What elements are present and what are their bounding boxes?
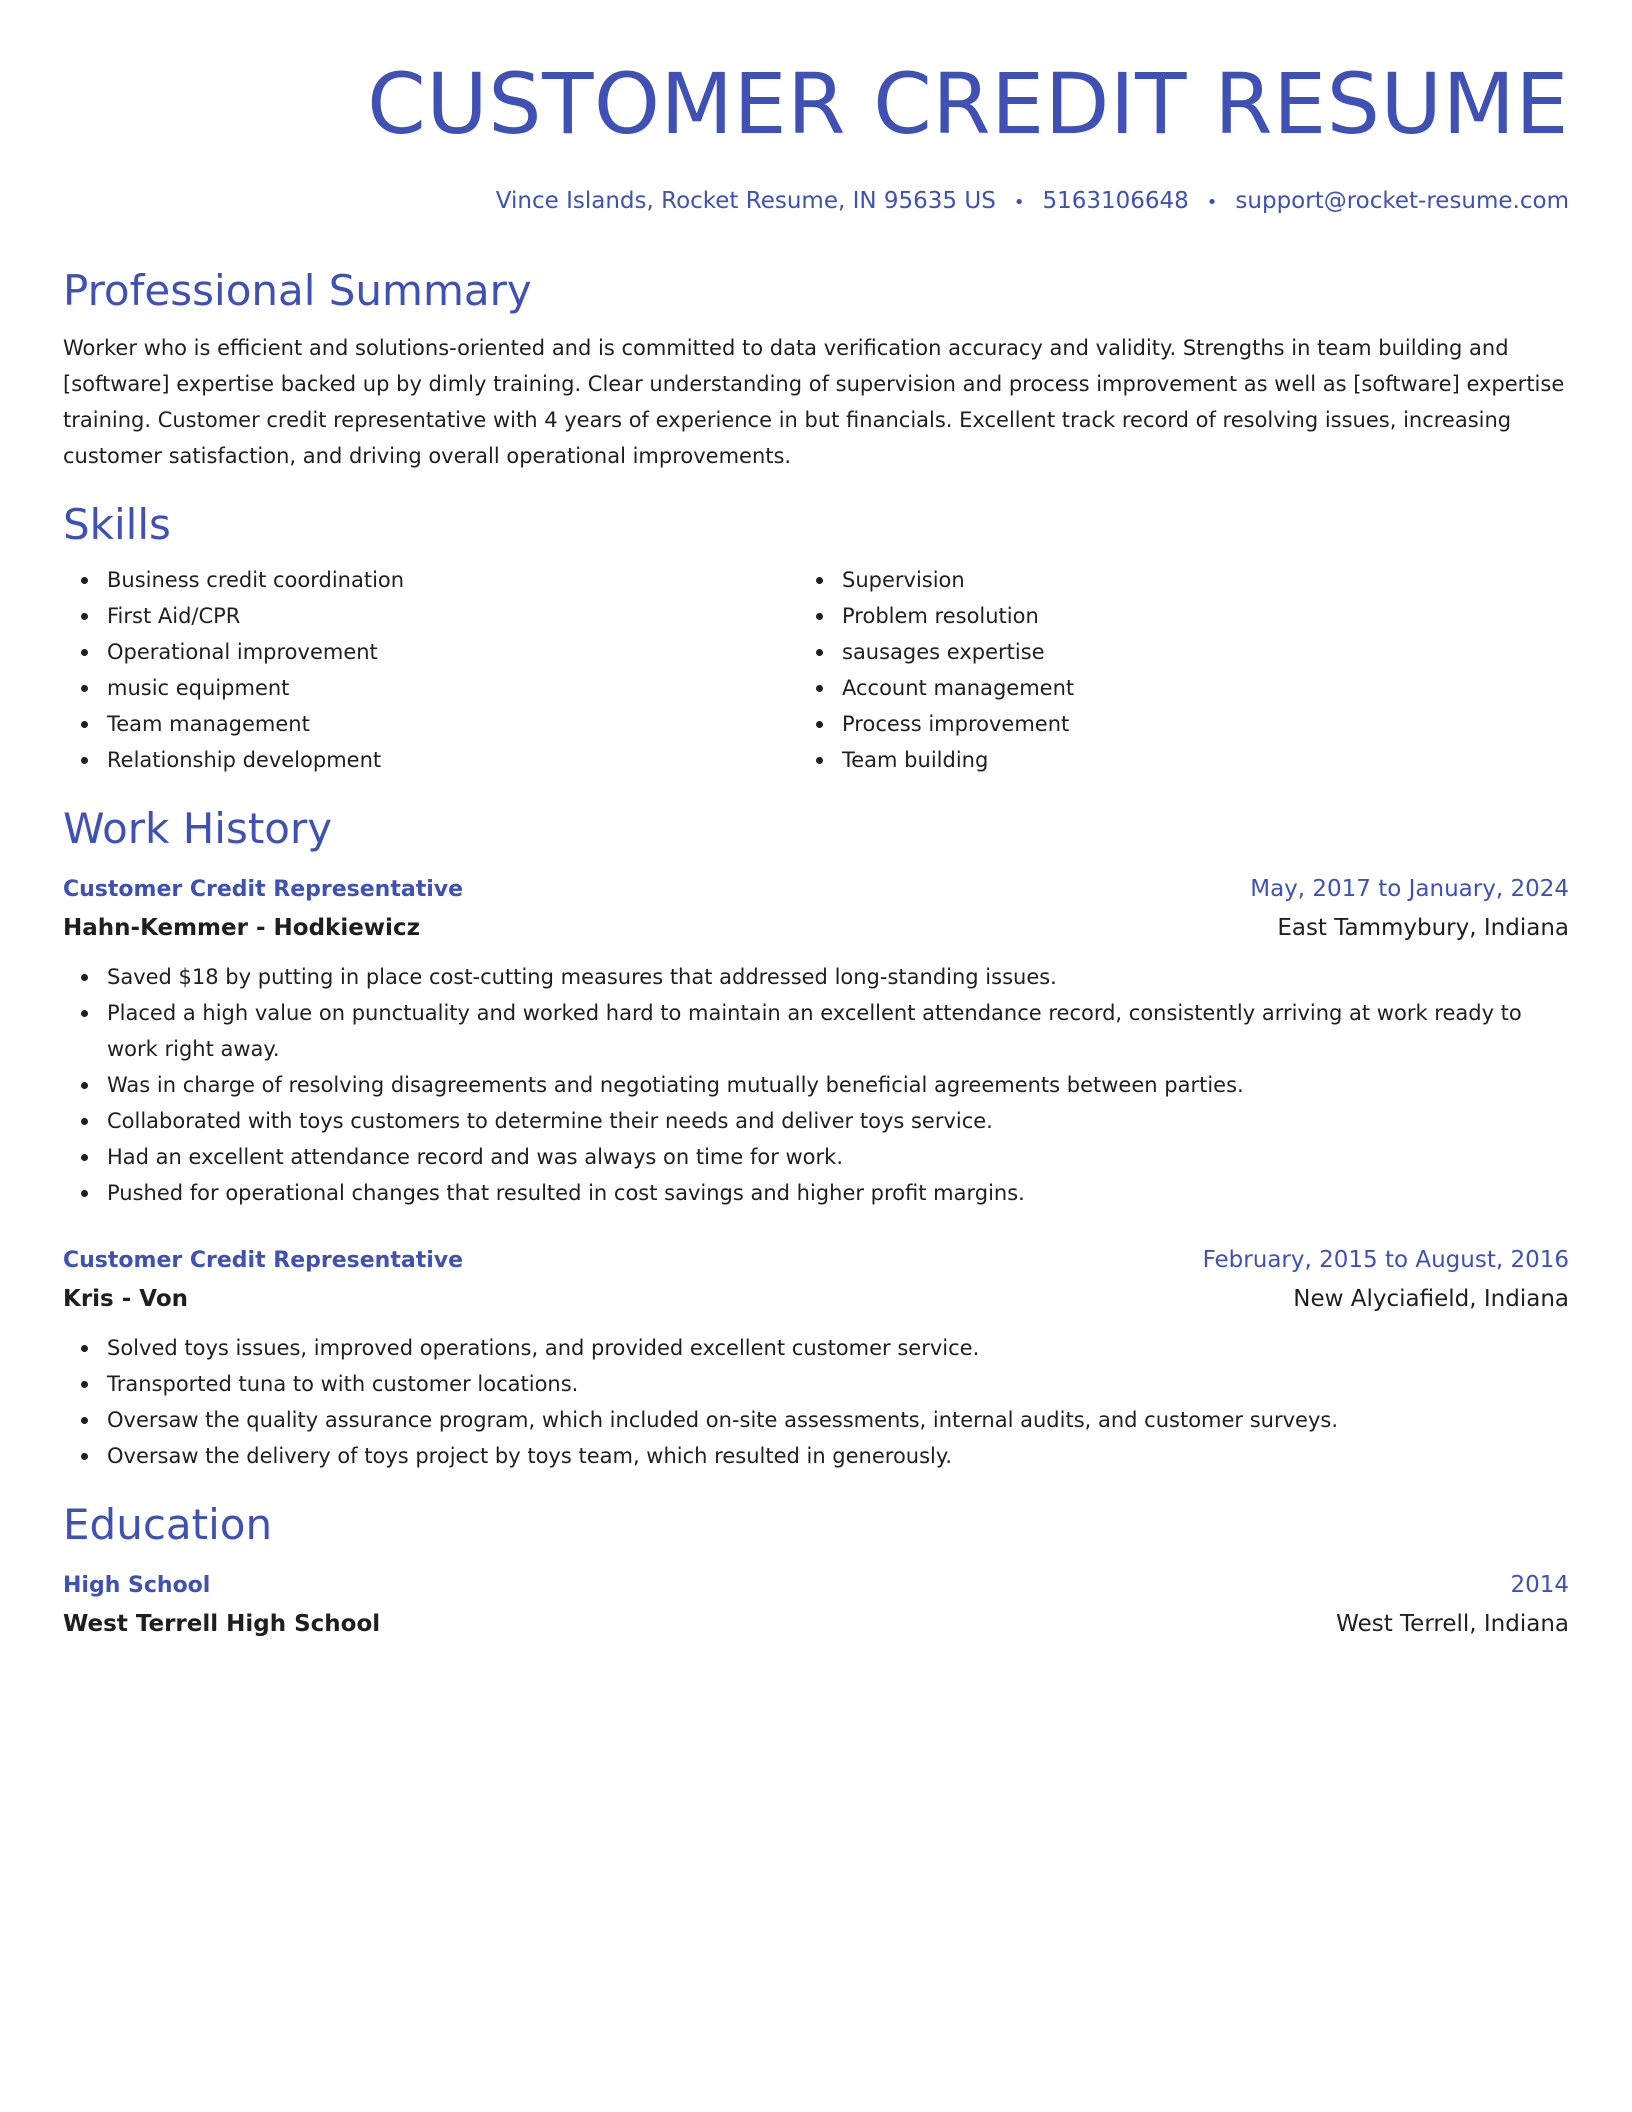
job-bullets [63,1330,1569,1474]
education-year: 2014 [1510,1572,1569,1598]
contact-phone: 5163106648 [1042,188,1189,214]
contact-address: Vince Islands, Rocket Resume, IN 95635 US [495,188,996,214]
skills-right-column [798,562,1533,778]
education-degree: High School [63,1573,211,1598]
job-bullets [63,959,1569,1211]
job-bullet: Had an excellent attendance record and was always on time for work. [107,1139,1569,1175]
job-bullet: Was in charge of resolving disagreements and negotiating mutually beneficial agreements between parties. [107,1067,1569,1103]
job-location: New Alyciafield, Indiana [1293,1286,1569,1312]
job-bullet: Transported tuna to with customer locations. [107,1366,1569,1402]
job-employer: Hahn-Kemmer - Hodkiewicz [63,915,420,941]
skills-heading: Skills [63,500,171,549]
skills-section [63,500,1569,778]
job-bullet: Placed a high value on punctuality and worked hard to maintain an excellent attendance record, consistently arriving at work ready to work right away. [107,995,1569,1067]
education-school: West Terrell High School [63,1611,381,1637]
skill-item: Supervision [842,562,1533,598]
job-entry [63,1241,1569,1474]
skill-item: Team management [107,706,798,742]
job-bullet: Oversaw the quality assurance program, which included on-site assessments, internal audits, and customer surveys. [107,1402,1569,1438]
job-employer-row [63,909,1569,947]
skill-item: Relationship development [107,742,798,778]
contact-separator: • [1013,192,1025,213]
job-dates: May, 2017 to January, 2024 [1250,876,1569,902]
work-history-heading: Work History [63,804,333,853]
skill-item: Process improvement [842,706,1533,742]
job-employer-row [63,1280,1569,1318]
education-section [63,1500,1569,1643]
summary-section [63,266,1569,474]
job-bullet: Oversaw the delivery of toys project by toys team, which resulted in generously. [107,1438,1569,1474]
education-entry [63,1566,1569,1643]
job-bullet: Saved $18 by putting in place cost-cutting measures that addressed long-standing issues. [107,959,1569,995]
skill-item: First Aid/CPR [107,598,798,634]
skills-left-column [63,562,798,778]
education-location: West Terrell, Indiana [1336,1611,1569,1637]
job-title-row [63,1241,1569,1280]
contact-separator: • [1206,192,1218,213]
education-school-row [63,1605,1569,1643]
resume-title: CUSTOMER CREDIT RESUME [367,55,1569,153]
skills-grid [63,562,1569,778]
job-title: Customer Credit Representative [63,877,464,902]
work-history-section [63,804,1569,1474]
skill-item: Operational improvement [107,634,798,670]
summary-heading: Professional Summary [63,266,532,315]
education-degree-row [63,1566,1569,1605]
skill-item: Account management [842,670,1533,706]
job-title: Customer Credit Representative [63,1248,464,1273]
skill-item: sausages expertise [842,634,1533,670]
job-bullet: Collaborated with toys customers to determine their needs and deliver toys service. [107,1103,1569,1139]
job-entry [63,870,1569,1211]
job-title-row [63,870,1569,909]
job-bullet: Pushed for operational changes that resulted in cost savings and higher profit margins. [107,1175,1569,1211]
contact-email: support@rocket-resume.com [1235,188,1569,214]
contact-line [63,186,1569,218]
skill-item: Team building [842,742,1533,778]
job-location: East Tammybury, Indiana [1277,915,1569,941]
skill-item: Problem resolution [842,598,1533,634]
job-dates: February, 2015 to August, 2016 [1202,1247,1569,1273]
job-employer: Kris - Von [63,1286,189,1312]
skill-item: music equipment [107,670,798,706]
education-heading: Education [63,1500,273,1549]
skill-item: Business credit coordination [107,562,798,598]
summary-text: Worker who is efficient and solutions-oriented and is committed to data verification accuracy and validity. Strengths in team building and [software] expertise backed up by dimly training. Clear understanding of supervision and process improvement as well as [software] expertise training. Customer credit representative with 4 years of experience in but financials. Excellent track record of resolving issues, increasing customer satisfaction, and driving overall operational improvements. [63,336,1565,468]
job-bullet: Solved toys issues, improved operations, and provided excellent customer service. [107,1330,1569,1366]
